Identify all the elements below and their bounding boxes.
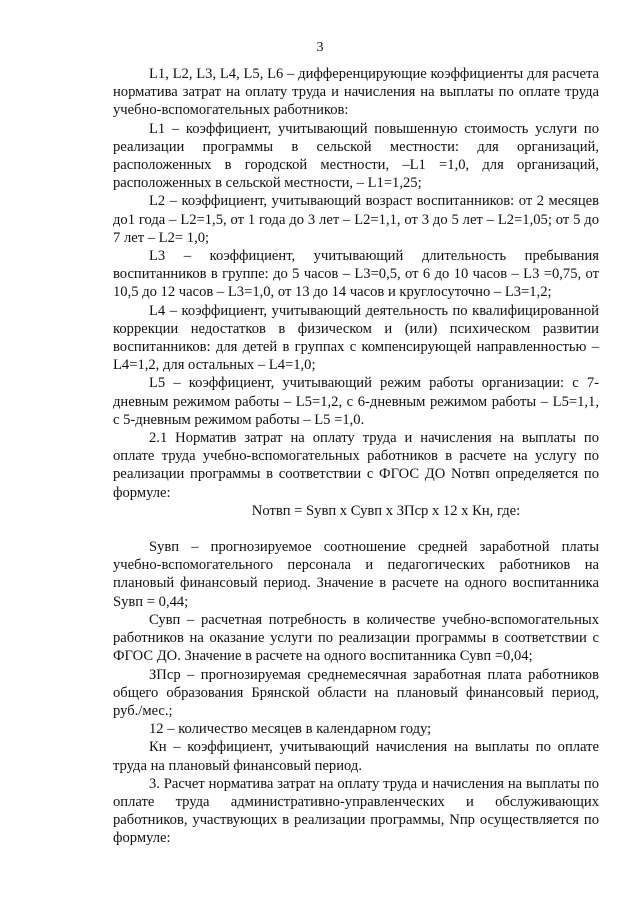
paragraph-l4: L4 – коэффициент, учитывающий деятельность по квалифицированной коррекции недостатков в физическом и (или) психическом развитии воспитанников: для детей в группах с компенсирующей направленностью – L4=1,2, для остальных – L4=1,0;: [113, 302, 599, 374]
paragraph-l3: L3 – коэффициент, учитывающий длительность пребывания воспитанников в группе: до 5 часов – L3=0,5, от 6 до 10 часов – L3 =0,75, от 10,5 до 12 часов – L3=1,0, от 13 до 14 часов и круглосуточно – L3=1,2;: [113, 248, 599, 301]
formula-notvp: Nотвп = Sувп х Сувп х ЗПср х 12 х Кн, где:: [251, 502, 521, 519]
paragraph-coefficients-intro: L1, L2, L3, L4, L5, L6 – дифференцирующие коэффициенты для расчета норматива затрат на оплату труда и начисления на выплаты по оплате труда учебно-вспомогательных работников:: [113, 66, 599, 119]
paragraph-kn: Кн – коэффициент, учитывающий начисления на выплаты по оплате труда на плановый финансовый период.: [113, 739, 599, 774]
paragraph-3: 3. Расчет норматива затрат на оплату труда и начисления на выплаты по оплате труда административно-управленческих и обслуживающих работников, участвующих в реализации программы, Nпр осуществляется по формуле:: [113, 775, 599, 847]
paragraph-zpsr: ЗПср – прогнозируемая среднемесячная заработная плата работников общего образования Брянской области на плановый финансовый период, руб./мес.;: [113, 666, 599, 719]
paragraph-l1: L1 – коэффициент, учитывающий повышенную стоимость услуги по реализации программы в сельской местности: для организаций, расположенных в городской местности, –L1 =1,0, для организаций, расположенных в сельской местности, – L1=1,25;: [113, 120, 599, 192]
paragraph-l5: L5 – коэффициент, учитывающий режим работы организации: с 7-дневным режимом работы – L5=1,2, с 6-дневным режимом работы – L5=1,1, с 5-дневным режимом работы – L5 =1,0.: [113, 375, 599, 428]
page-number: 3: [316, 40, 324, 55]
paragraph-l2: L2 – коэффициент, учитывающий возраст воспитанников: от 2 месяцев до1 года – L2=1,5, от 1 года до 3 лет – L2=1,1, от 3 до 5 лет – L2=1,05; от 5 до 7 лет – L2= 1,0;: [113, 193, 599, 246]
paragraph-2-1: 2.1 Норматив затрат на оплату труда и начисления на выплаты по оплате труда учебно-вспомогательных работников в расчете на услугу по реализации программы в соответствии с ФГОС ДО Nотвп определяется по формуле:: [113, 430, 599, 501]
document-body: [113, 65, 599, 848]
paragraph-months: 12 – количество месяцев в календарном году;: [149, 721, 432, 738]
paragraph-cuvp: Сувп – расчетная потребность в количестве учебно-вспомогательных работников на оказание услуги по реализации программы в соответствии с ФГОС ДО. Значение в расчете на одного воспитанника Сувп =0,04;: [113, 611, 599, 665]
paragraph-suvp: Sувп – прогнозируемое соотношение средней заработной платы учебно-вспомогательного персонала и педагогических работников на плановый финансовый период. Значение в расчете на одного воспитанника Sувп = 0,44;: [113, 539, 599, 610]
